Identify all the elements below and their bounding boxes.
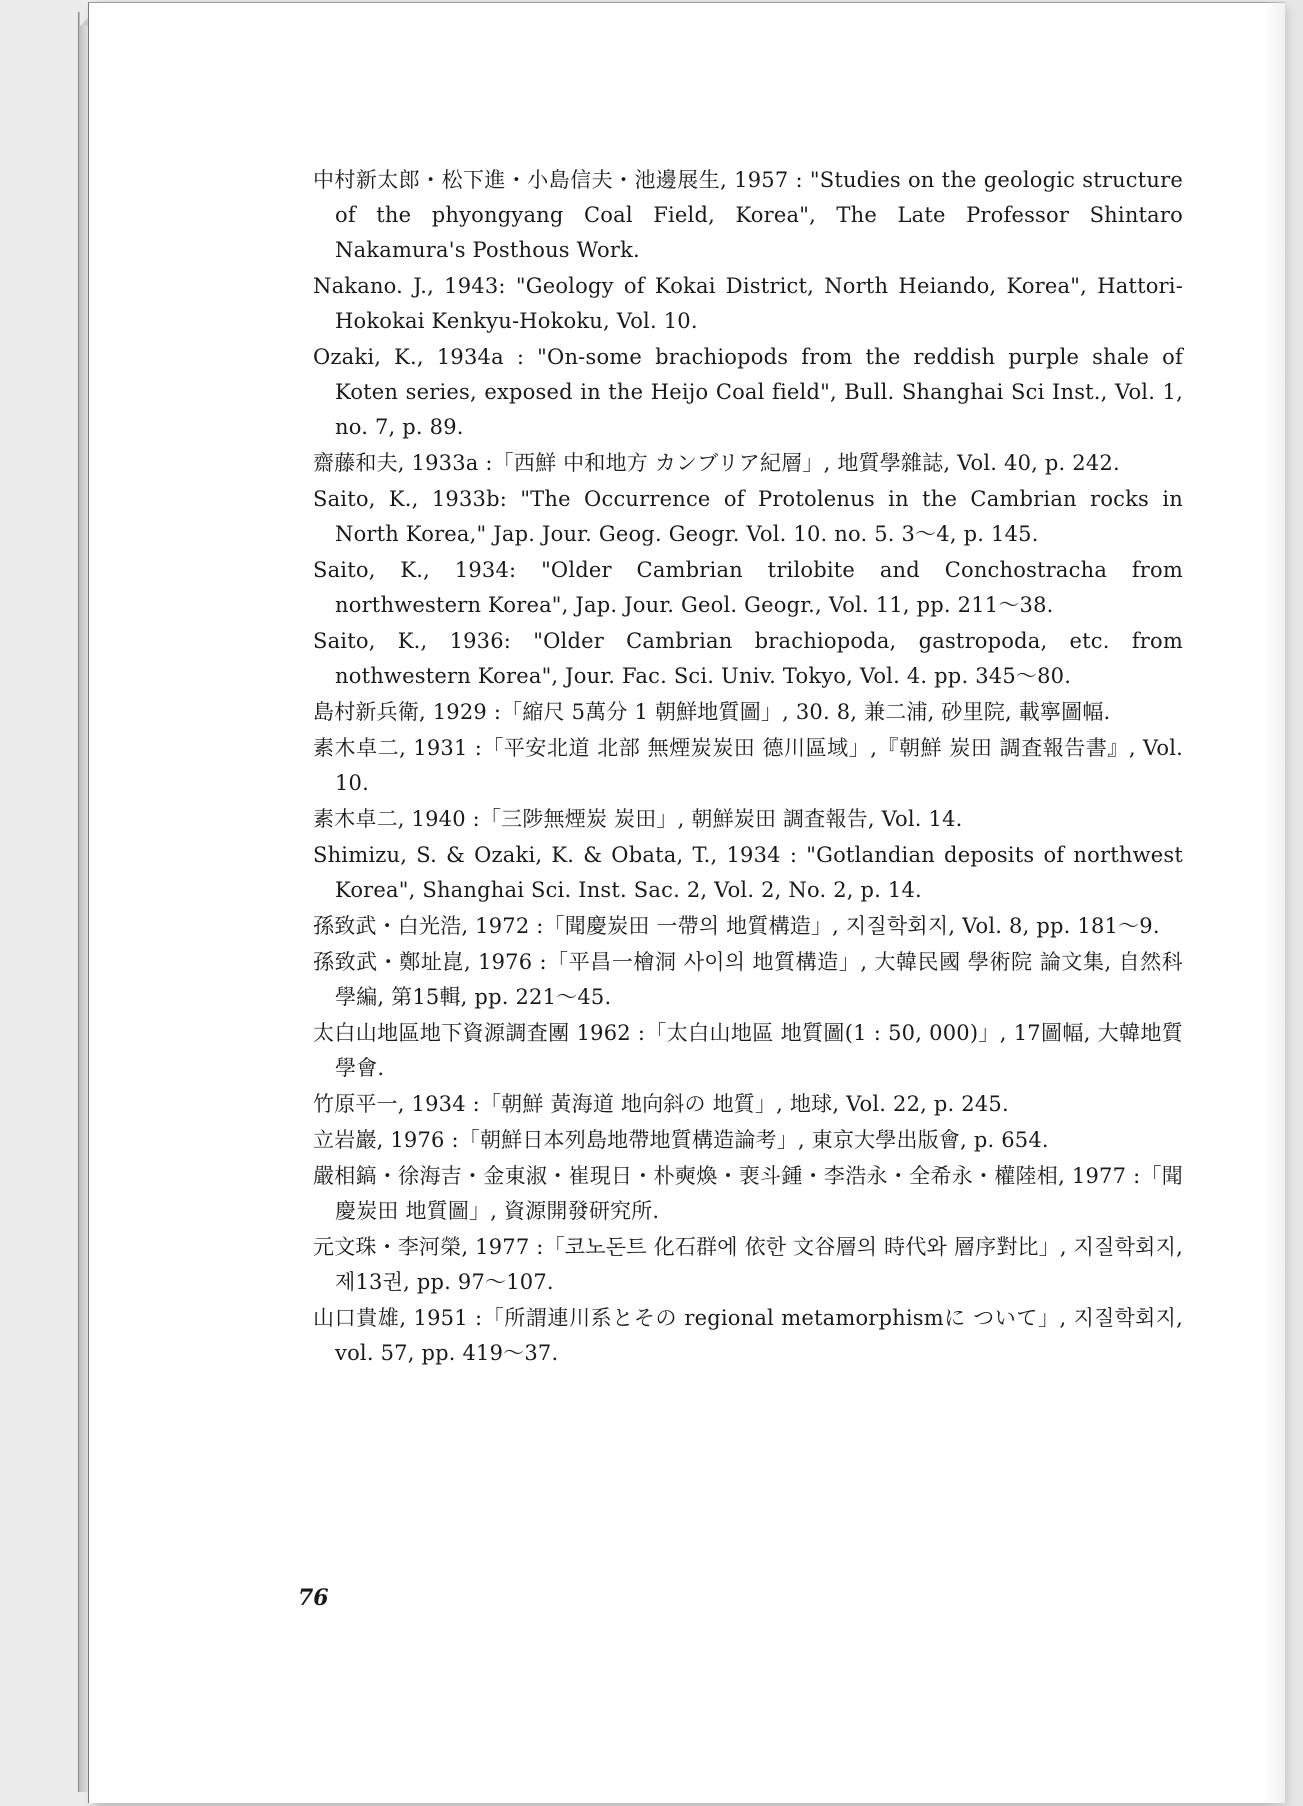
reference-entry: 立岩巖, 1976 :「朝鮮日本列島地帶地質構造論考」, 東京大學出版會, p. 654. xyxy=(313,1128,1049,1152)
reference-entry: 嚴相鎬・徐海吉・金東淑・崔現日・朴奭煥・裵斗鍾・李浩永・全希永・權陸相, 1977 :「聞慶炭田 地質圖」, 資源開發研究所. xyxy=(313,1164,1183,1223)
reference-entry: Ozaki, K., 1934a : "On-some brachiopods from the reddish purple shale of Koten series, exposed in the Heijo Coal field", Bull. Shanghai Sci Inst., Vol. 1, no. 7, p. 89. xyxy=(313,345,1183,439)
page-number: 76 xyxy=(298,1585,329,1611)
reference-entry: 素木卓二, 1931 :「平安北道 北部 無煙炭炭田 德川區域」,『朝鮮 炭田 調査報告書』, Vol. 10. xyxy=(313,736,1183,795)
reference-entry: 竹原平一, 1934 :「朝鮮 黃海道 地向斜の 地質」, 地球, Vol. 22, p. 245. xyxy=(313,1092,1009,1116)
reference-entry: 山口貴雄, 1951 :「所謂連川系とその regional metamorphismに ついて」, 지질학회지, vol. 57, pp. 419〜37. xyxy=(313,1306,1183,1365)
reference-entry: 元文珠・李河榮, 1977 :「코노돈트 化石群에 依한 文谷層의 時代와 層序對比」, 지질학회지, 제13권, pp. 97〜107. xyxy=(313,1235,1183,1294)
reference-entry: Saito, K., 1933b: "The Occurrence of Protolenus in the Cambrian rocks in North Korea," Jap. Jour. Geog. Geogr. Vol. 10. no. 5. 3〜4, p. 145. xyxy=(313,487,1183,546)
reference-entry: 孫致武・白光浩, 1972 :「聞慶炭田 一帶의 地質構造」, 지질학회지, Vol. 8, pp. 181〜9. xyxy=(313,914,1160,938)
reference-entry: 中村新太郎・松下進・小島信夫・池邊展生, 1957 : "Studies on the geologic structure of the phyongyang Coal Field, Korea", The Late Professor Shintaro Nakamura's Posthous Work. xyxy=(313,168,1183,262)
reference-entry: 素木卓二, 1940 :「三陟無煙炭 炭田」, 朝鮮炭田 調査報告, Vol. 14. xyxy=(313,807,963,831)
reference-entry: 島村新兵衛, 1929 :「縮尺 5萬分 1 朝鮮地質圖」, 30. 8, 兼二浦, 砂里院, 載寧圖幅. xyxy=(313,700,1111,724)
reference-entry: 孫致武・鄭址崑, 1976 :「平昌一檜洞 사이의 地質構造」, 大韓民國 學術院 論文集, 自然科學編, 第15輯, pp. 221〜45. xyxy=(313,950,1183,1009)
reference-entry: Nakano. J., 1943: "Geology of Kokai District, North Heiando, Korea", Hattori-Hokokai Kenkyu-Hokoku, Vol. 10. xyxy=(313,274,1183,333)
reference-entry: 齋藤和夫, 1933a :「西鮮 中和地方 カンブリア紀層」, 地質學雜誌, Vol. 40, p. 242. xyxy=(313,451,1120,475)
reference-list xyxy=(313,163,1183,1372)
reference-entry: Saito, K., 1934: "Older Cambrian trilobite and Conchostracha from northwestern Korea", Jap. Jour. Geol. Geogr., Vol. 11, pp. 211〜38. xyxy=(313,558,1183,617)
page-right-shadow xyxy=(1263,0,1303,1806)
reference-entry: Saito, K., 1936: "Older Cambrian brachiopoda, gastropoda, etc. from nothwestern Korea", Jour. Fac. Sci. Univ. Tokyo, Vol. 4. pp. 345〜80. xyxy=(313,629,1183,688)
reference-entry: Shimizu, S. & Ozaki, K. & Obata, T., 1934 : "Gotlandian deposits of northwest Korea", Shanghai Sci. Inst. Sac. 2, Vol. 2, No. 2, p. 14. xyxy=(313,843,1183,902)
reference-entry: 太白山地區地下資源調査團 1962 :「太白山地區 地質圖(1 : 50, 000)」, 17圖幅, 大韓地質學會. xyxy=(313,1021,1183,1080)
